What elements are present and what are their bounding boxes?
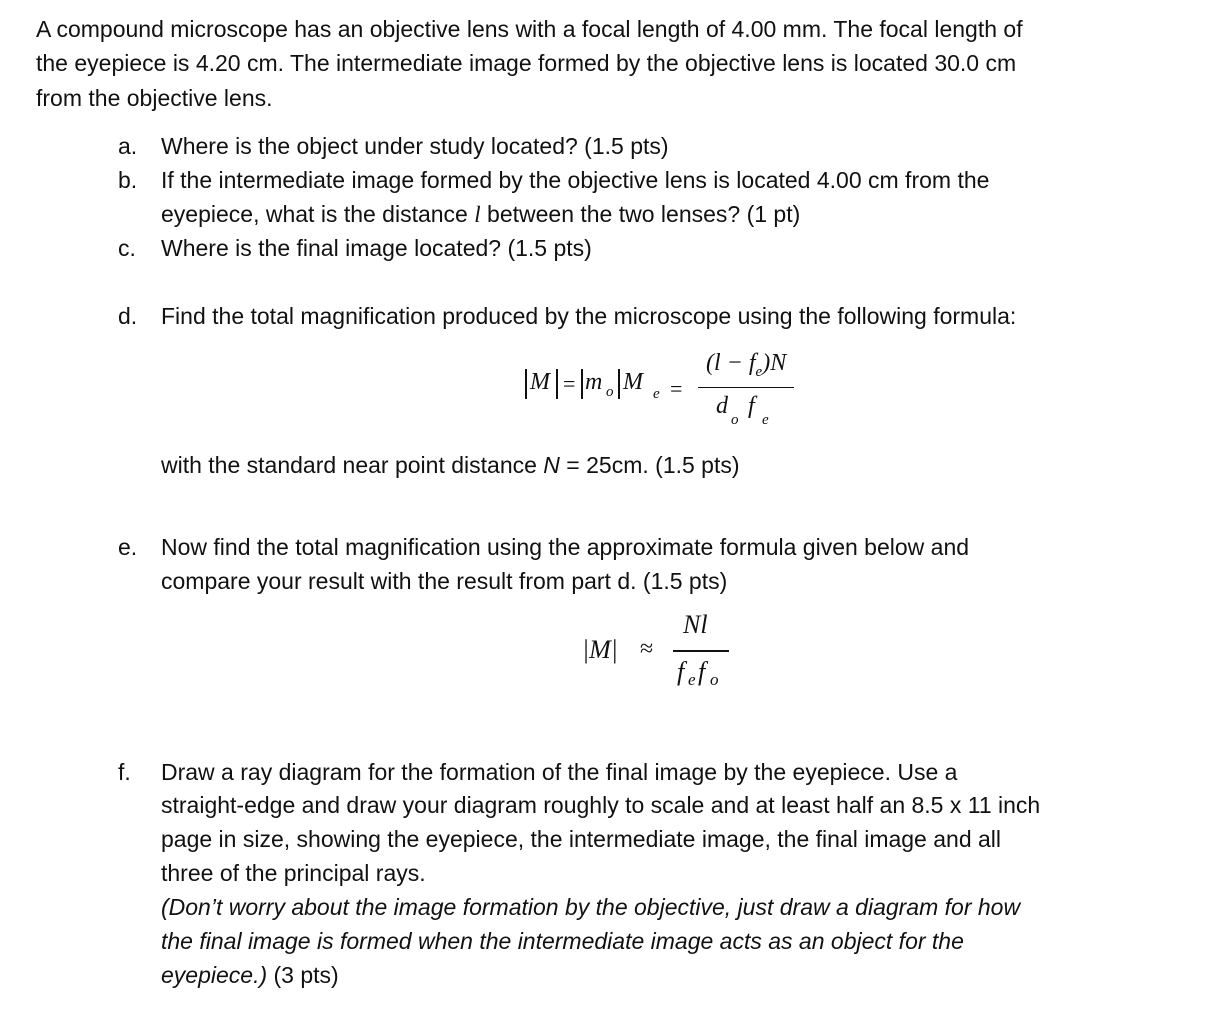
formula-d-sub-e: e bbox=[653, 386, 660, 402]
formula-d-m: m bbox=[585, 369, 603, 395]
formula-d-sub-o: o bbox=[606, 384, 614, 400]
part-f-line-3: page in size, showing the eyepiece, the intermediate image, the final image and all bbox=[161, 826, 1002, 852]
part-d-marker: d. bbox=[118, 303, 138, 329]
part-c-marker: c. bbox=[118, 235, 136, 261]
formula-d-den-d: d bbox=[716, 393, 728, 419]
formula-d-numerator bbox=[706, 350, 786, 381]
formula-e-den-f1: f bbox=[677, 657, 685, 686]
intro-line-2: the eyepiece is 4.20 cm. The intermediate image formed by the objective lens is located 30.0 cm bbox=[36, 50, 1017, 76]
part-f-italic-line-3: eyepiece.) bbox=[161, 962, 268, 988]
part-d-note-var: N bbox=[543, 452, 560, 478]
part-e-line-2: compare your result with the result from part d. (1.5 pts) bbox=[161, 568, 728, 594]
abs-bar bbox=[618, 369, 620, 399]
part-a-marker: a. bbox=[118, 133, 138, 159]
part-b-marker: b. bbox=[118, 167, 138, 193]
part-f-line-4: three of the principal rays. bbox=[161, 860, 426, 886]
part-d-note bbox=[161, 450, 740, 480]
formula-d-den-sub-e: e bbox=[762, 412, 769, 428]
formula-e-den-s1: e bbox=[688, 670, 696, 689]
part-b-line-2-post: between the two lenses? (1 pt) bbox=[480, 201, 801, 227]
part-b-line-1: If the intermediate image formed by the objective lens is located 4.00 cm from the bbox=[161, 167, 990, 193]
formula-d-num-tail: )N bbox=[762, 350, 787, 376]
fraction-bar bbox=[673, 650, 729, 652]
part-a-text: Where is the object under study located? (1.5 pts) bbox=[161, 133, 669, 159]
part-f-points: (3 pts) bbox=[267, 962, 339, 988]
part-f-last-line bbox=[161, 960, 339, 990]
part-b-line-2-pre: eyepiece, what is the distance bbox=[161, 201, 475, 227]
part-f-italic-line-1: (Don’t worry about the image formation by the objective, just draw a diagram for how bbox=[161, 894, 1021, 920]
formula-e-lhs: |M| bbox=[582, 635, 618, 664]
part-e-marker: e. bbox=[118, 534, 138, 560]
part-e-line-1: Now find the total magnification using the approximate formula given below and bbox=[161, 534, 970, 560]
formula-e-den-s2: o bbox=[710, 670, 719, 689]
part-f-line-1: Draw a ray diagram for the formation of the final image by the eyepiece. Use a bbox=[161, 759, 958, 785]
part-d-note-pre: with the standard near point distance bbox=[161, 452, 544, 478]
formula-d-num-sub: e bbox=[755, 363, 763, 380]
formula-d-eq-2: = bbox=[670, 376, 683, 401]
formula-d-M2: M bbox=[623, 369, 643, 395]
fraction-bar bbox=[698, 387, 794, 388]
part-f-marker: f. bbox=[118, 759, 131, 785]
formula-e-den-f2: f bbox=[698, 657, 706, 686]
formula-e-num: Nl bbox=[683, 610, 708, 639]
intro-line-1: A compound microscope has an objective lens with a focal length of 4.00 mm. The focal length of bbox=[36, 16, 1023, 42]
formula-d-M: M bbox=[530, 369, 550, 395]
formula-d-eq-1: = bbox=[563, 371, 576, 396]
part-d-note-post: = 25cm. (1.5 pts) bbox=[559, 452, 740, 478]
part-f-line-2: straight-edge and draw your diagram roughly to scale and at least half an 8.5 x 11 inch bbox=[161, 792, 1041, 818]
part-c-text: Where is the final image located? (1.5 pts) bbox=[161, 235, 592, 261]
part-b-var-l: l bbox=[474, 202, 481, 227]
abs-bar bbox=[556, 369, 558, 399]
part-d-text: Find the total magnification produced by the microscope using the following formula: bbox=[161, 303, 1017, 329]
formula-d-den-sub-o: o bbox=[731, 412, 739, 428]
part-b-line-2 bbox=[161, 199, 800, 230]
intro-line-3: from the objective lens. bbox=[36, 85, 273, 111]
formula-e-approx: ≈ bbox=[640, 636, 654, 662]
part-f-italic-line-2: the final image is formed when the intermediate image acts as an object for the bbox=[161, 928, 964, 954]
abs-bar bbox=[525, 369, 527, 399]
formula-d-num: (l − f bbox=[706, 350, 756, 376]
formula-d-den-f: f bbox=[748, 393, 755, 419]
abs-bar bbox=[581, 369, 583, 399]
